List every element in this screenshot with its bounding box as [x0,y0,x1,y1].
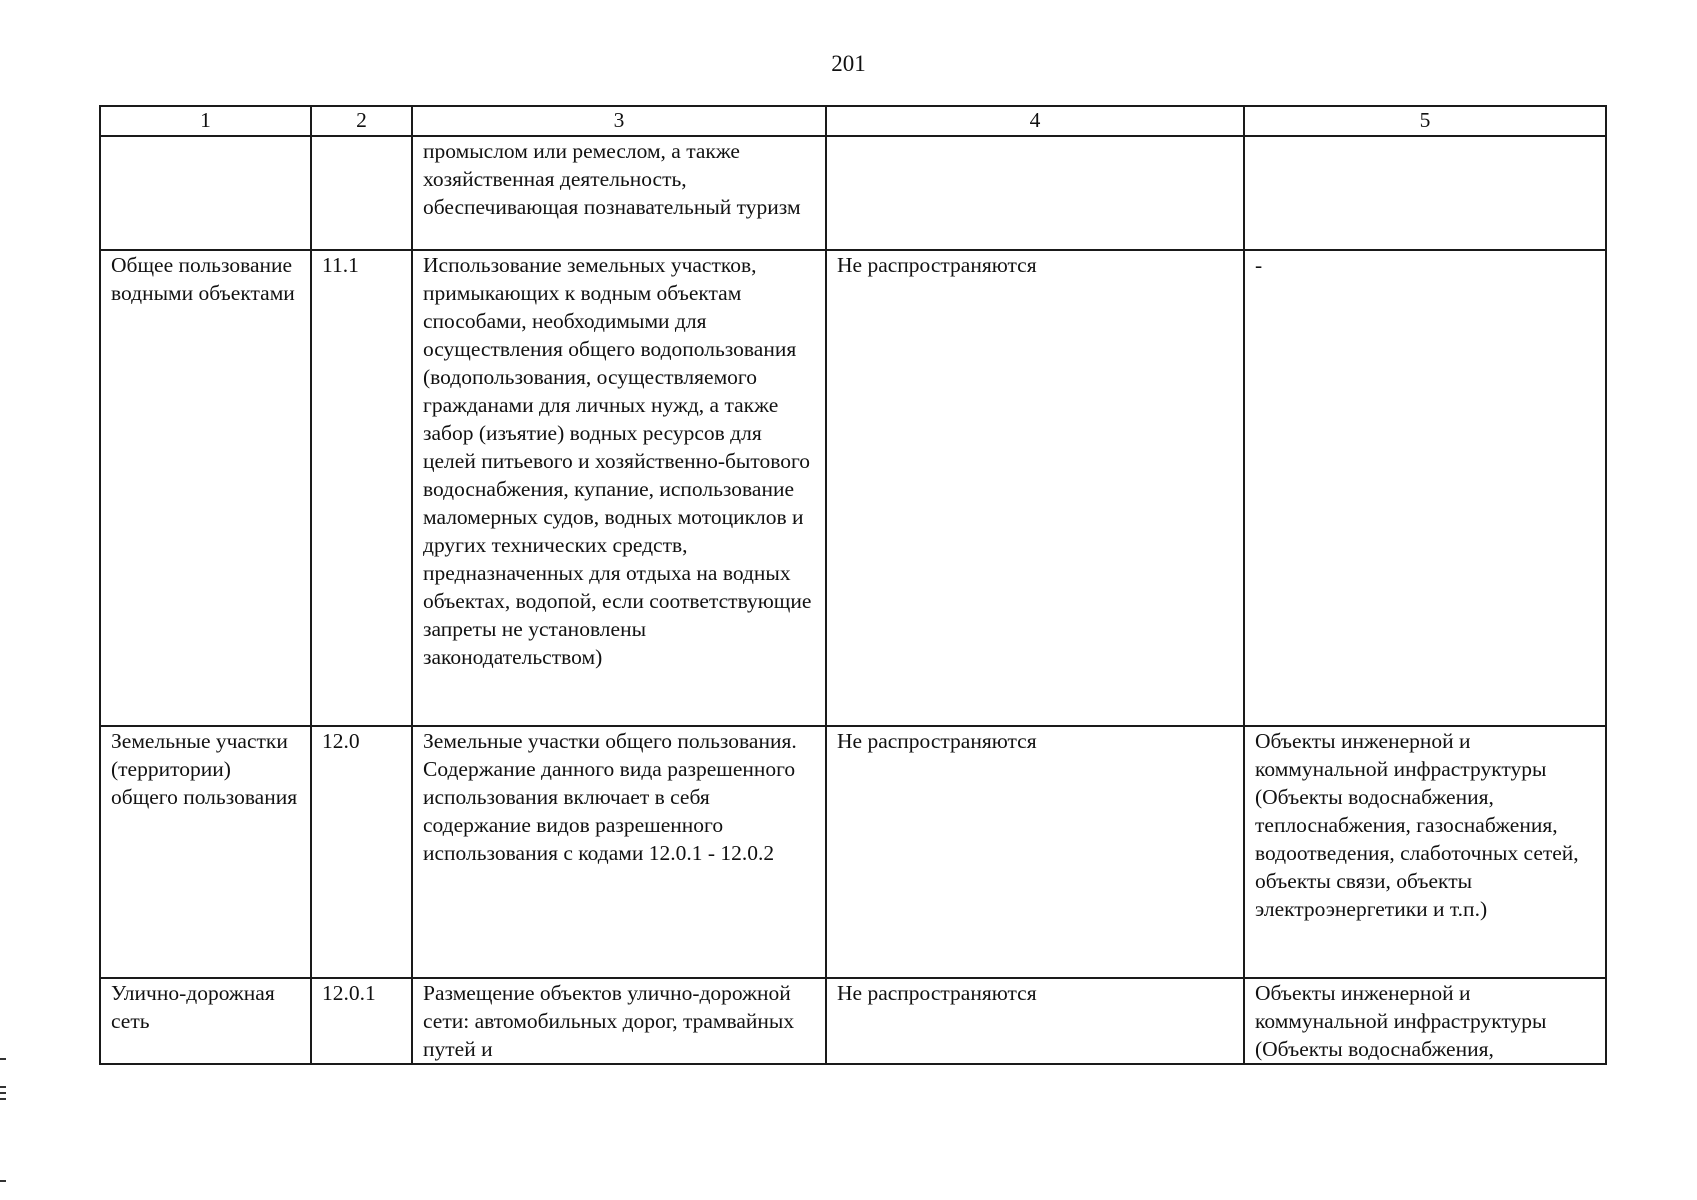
column-header-3: 3 [412,106,826,136]
parameters-cell [826,136,1244,250]
column-header-1: 1 [100,106,311,136]
column-header-5: 5 [1244,106,1606,136]
land-use-table [99,105,1607,1065]
margin-tick-mark [0,1092,6,1094]
page-number: 201 [831,51,866,76]
use-description-cell: промыслом или ремеслом, а также хозяйственная деятельность, обеспечивающая познавательный туризм [412,136,826,250]
use-description-cell: Земельные участки общего пользования. Содержание данного вида разрешенного использования включает в себя содержание видов разрешенного использования с кодами 12.0.1 - 12.0.2 [412,726,826,978]
margin-tick-mark [0,1180,6,1182]
use-description-cell: Размещение объектов улично-дорожной сети: автомобильных дорог, трамвайных путей и [412,978,826,1064]
table-row [100,136,1606,250]
objects-cell: - [1244,250,1606,726]
objects-cell [1244,136,1606,250]
use-code-cell: 12.0.1 [311,978,412,1064]
use-name-cell [100,136,311,250]
parameters-cell: Не распространяются [826,978,1244,1064]
margin-tick-mark [0,1058,6,1060]
use-code-cell: 12.0 [311,726,412,978]
parameters-cell: Не распространяются [826,726,1244,978]
use-description-cell: Использование земельных участков, примыкающих к водным объектам способами, необходимыми для осуществления общего водопользования (водопользования, осуществляемого гражданами для личных нужд, а также забор (изъятие) водных ресурсов для целей питьевого и хозяйственно-бытового водоснабжения, купание, использование маломерных судов, водных мотоциклов и других технических средств, предназначенных для отдыха на водных объектах, водопой, если соответствующие запреты не установлены законодательством) [412,250,826,726]
margin-tick-mark [0,1098,6,1100]
table-row [100,978,1606,1064]
objects-cell: Объекты инженерной и коммунальной инфраструктуры (Объекты водоснабжения, теплоснабжения, газоснабжения, водоотведения, слаботочных сетей, объекты связи, объекты электроэнергетики и т.п.) [1244,726,1606,978]
table-row [100,726,1606,978]
parameters-cell: Не распространяются [826,250,1244,726]
use-name-cell: Общее пользование водными объектами [100,250,311,726]
use-name-cell: Земельные участки (территории) общего пользования [100,726,311,978]
column-header-4: 4 [826,106,1244,136]
table-header-row [100,106,1606,136]
column-header-2: 2 [311,106,412,136]
table-row [100,250,1606,726]
margin-tick-mark [0,1086,6,1088]
use-code-cell: 11.1 [311,250,412,726]
use-code-cell [311,136,412,250]
use-name-cell: Улично-дорожная сеть [100,978,311,1064]
objects-cell: Объекты инженерной и коммунальной инфраструктуры (Объекты водоснабжения, [1244,978,1606,1064]
